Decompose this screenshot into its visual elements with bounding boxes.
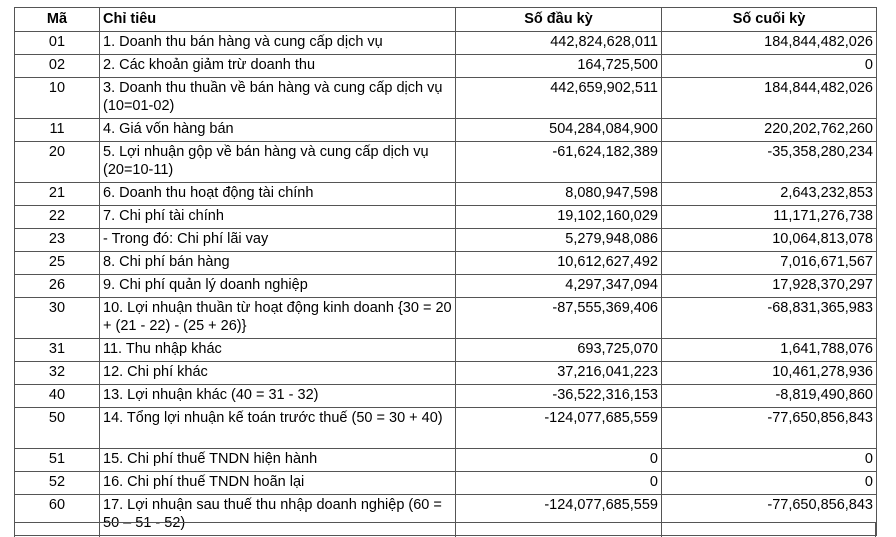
row-chi-tieu: 16. Chi phí thuế TNDN hoãn lại [100, 472, 456, 495]
row-so-cuoi-ky: 10,064,813,078 [662, 229, 877, 252]
row-so-dau-ky: 10,612,627,492 [456, 252, 662, 275]
row-ma: 10 [15, 78, 100, 119]
row-so-dau-ky: 19,102,160,029 [456, 206, 662, 229]
row-chi-tieu: 9. Chi phí quản lý doanh nghiệp [100, 275, 456, 298]
row-so-dau-ky: 504,284,084,900 [456, 119, 662, 142]
table-header-row [15, 8, 877, 32]
header-chi-tieu: Chỉ tiêu [100, 8, 456, 32]
cropped-row-divider [99, 523, 100, 537]
row-ma: 20 [15, 142, 100, 183]
row-chi-tieu: 2. Các khoản giảm trừ doanh thu [100, 55, 456, 78]
row-so-cuoi-ky: -8,819,490,860 [662, 385, 877, 408]
row-chi-tieu: 11. Thu nhập khác [100, 339, 456, 362]
row-chi-tieu: 17. Lợi nhuận sau thuế thu nhập doanh nghiệp (60 = 50 – 51 - 52) [100, 495, 456, 536]
row-so-dau-ky: 8,080,947,598 [456, 183, 662, 206]
row-chi-tieu: 6. Doanh thu hoạt động tài chính [100, 183, 456, 206]
row-so-cuoi-ky: 10,461,278,936 [662, 362, 877, 385]
row-so-dau-ky: 693,725,070 [456, 339, 662, 362]
row-so-cuoi-ky: 184,844,482,026 [662, 32, 877, 55]
row-so-dau-ky: 442,659,902,511 [456, 78, 662, 119]
row-chi-tieu: 4. Giá vốn hàng bán [100, 119, 456, 142]
table-row [15, 298, 877, 339]
row-so-dau-ky: 0 [456, 472, 662, 495]
row-so-cuoi-ky: 7,016,671,567 [662, 252, 877, 275]
table-row [15, 472, 877, 495]
row-so-dau-ky: 5,279,948,086 [456, 229, 662, 252]
table-row [15, 32, 877, 55]
row-ma: 21 [15, 183, 100, 206]
row-chi-tieu: 14. Tổng lợi nhuận kế toán trước thuế (50 = 30 + 40) [100, 408, 456, 449]
table-row [15, 142, 877, 183]
income-statement [14, 7, 876, 536]
row-so-dau-ky: -124,077,685,559 [456, 495, 662, 536]
table-row [15, 229, 877, 252]
table-row [15, 206, 877, 229]
row-ma: 22 [15, 206, 100, 229]
row-ma: 02 [15, 55, 100, 78]
table-row [15, 339, 877, 362]
row-so-dau-ky: -124,077,685,559 [456, 408, 662, 449]
row-so-cuoi-ky: 1,641,788,076 [662, 339, 877, 362]
cropped-row-divider [14, 523, 15, 537]
row-so-dau-ky: 164,725,500 [456, 55, 662, 78]
row-so-cuoi-ky: 0 [662, 55, 877, 78]
row-ma: 40 [15, 385, 100, 408]
row-chi-tieu: 15. Chi phí thuế TNDN hiện hành [100, 449, 456, 472]
row-chi-tieu: 13. Lợi nhuận khác (40 = 31 - 32) [100, 385, 456, 408]
row-so-cuoi-ky: -77,650,856,843 [662, 495, 877, 536]
row-so-dau-ky: -61,624,182,389 [456, 142, 662, 183]
row-so-cuoi-ky: 0 [662, 472, 877, 495]
row-so-dau-ky: -36,522,316,153 [456, 385, 662, 408]
row-ma: 31 [15, 339, 100, 362]
row-chi-tieu: 7. Chi phí tài chính [100, 206, 456, 229]
row-so-dau-ky: 0 [456, 449, 662, 472]
row-so-dau-ky: 4,297,347,094 [456, 275, 662, 298]
row-ma: 25 [15, 252, 100, 275]
row-ma: 32 [15, 362, 100, 385]
row-chi-tieu: 3. Doanh thu thuần về bán hàng và cung cấp dịch vụ (10=01-02) [100, 78, 456, 119]
row-ma: 52 [15, 472, 100, 495]
row-so-cuoi-ky: 17,928,370,297 [662, 275, 877, 298]
table-row [15, 275, 877, 298]
row-ma: 11 [15, 119, 100, 142]
row-ma: 23 [15, 229, 100, 252]
table-row [15, 385, 877, 408]
cropped-row-divider [875, 523, 876, 537]
table-row [15, 408, 877, 449]
header-so-cuoi-ky: Số cuối kỳ [662, 8, 877, 32]
cropped-row-divider [455, 523, 456, 537]
row-so-dau-ky: 442,824,628,011 [456, 32, 662, 55]
row-so-cuoi-ky: 11,171,276,738 [662, 206, 877, 229]
row-so-dau-ky: 37,216,041,223 [456, 362, 662, 385]
row-so-cuoi-ky: 2,643,232,853 [662, 183, 877, 206]
row-ma: 26 [15, 275, 100, 298]
row-ma: 50 [15, 408, 100, 449]
row-so-cuoi-ky: 0 [662, 449, 877, 472]
row-chi-tieu: 5. Lợi nhuận gộp về bán hàng và cung cấp dịch vụ (20=10-11) [100, 142, 456, 183]
row-ma: 30 [15, 298, 100, 339]
income-statement-table [14, 7, 877, 536]
table-row [15, 183, 877, 206]
table-row [15, 362, 877, 385]
table-row [15, 252, 877, 275]
cropped-row-divider [661, 523, 662, 537]
row-chi-tieu: 12. Chi phí khác [100, 362, 456, 385]
header-so-dau-ky: Số đầu kỳ [456, 8, 662, 32]
row-chi-tieu: 8. Chi phí bán hàng [100, 252, 456, 275]
table-row [15, 78, 877, 119]
row-ma: 51 [15, 449, 100, 472]
row-chi-tieu: 1. Doanh thu bán hàng và cung cấp dịch vụ [100, 32, 456, 55]
row-so-cuoi-ky: -77,650,856,843 [662, 408, 877, 449]
row-so-dau-ky: -87,555,369,406 [456, 298, 662, 339]
table-row [15, 119, 877, 142]
cropped-next-row [14, 522, 876, 537]
row-so-cuoi-ky: 220,202,762,260 [662, 119, 877, 142]
row-so-cuoi-ky: -68,831,365,983 [662, 298, 877, 339]
row-so-cuoi-ky: 184,844,482,026 [662, 78, 877, 119]
header-ma: Mã [15, 8, 100, 32]
row-ma: 01 [15, 32, 100, 55]
table-row [15, 449, 877, 472]
table-row [15, 55, 877, 78]
row-chi-tieu: - Trong đó: Chi phí lãi vay [100, 229, 456, 252]
row-chi-tieu: 10. Lợi nhuận thuần từ hoạt động kinh doanh {30 = 20 + (21 - 22) - (25 + 26)} [100, 298, 456, 339]
row-so-cuoi-ky: -35,358,280,234 [662, 142, 877, 183]
row-ma: 60 [15, 495, 100, 536]
